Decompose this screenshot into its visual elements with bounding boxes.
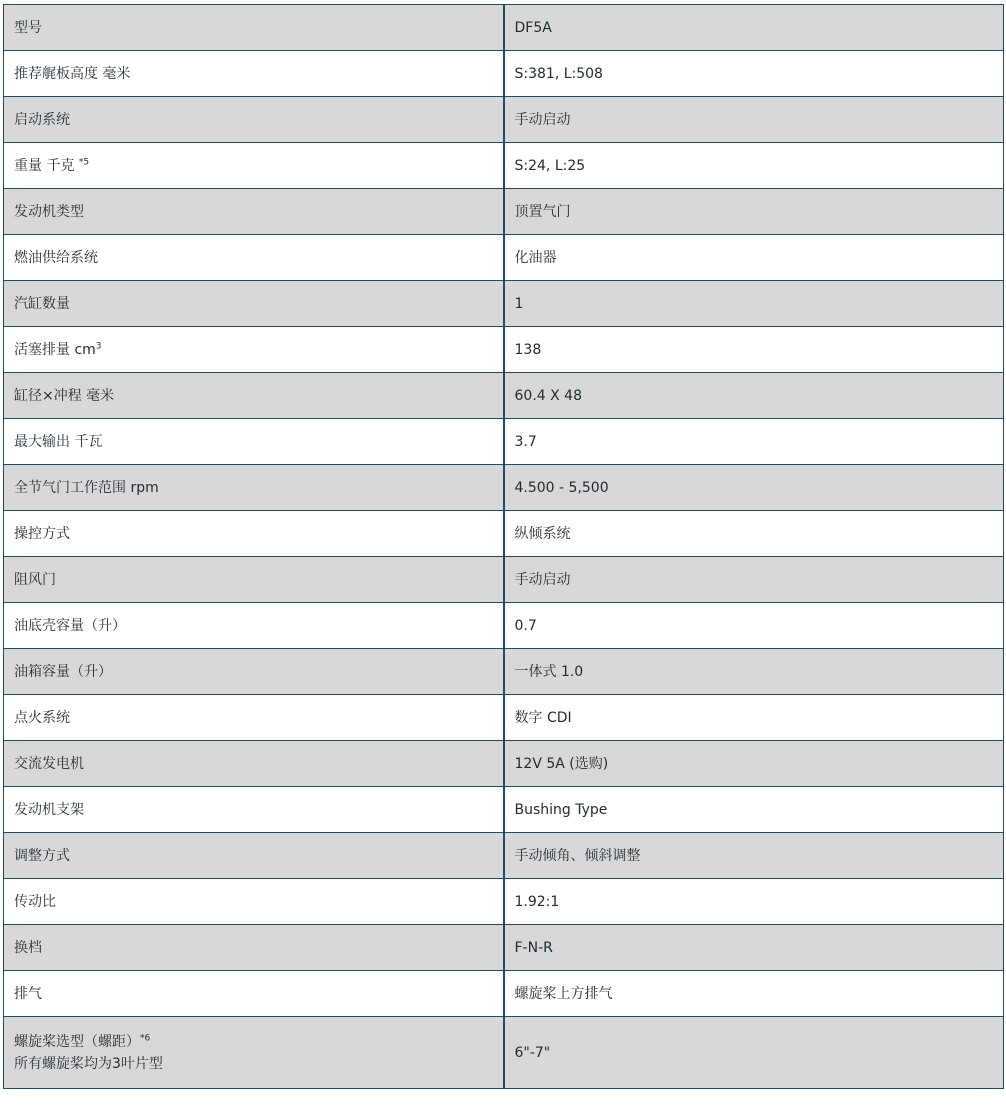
spec-label-line bbox=[14, 480, 159, 496]
spec-value: 60.4 X 48 bbox=[504, 373, 1004, 419]
spec-label-line bbox=[14, 802, 84, 818]
spec-value: S:381, L:508 bbox=[504, 51, 1004, 97]
spec-label: 操控方式 bbox=[14, 525, 70, 542]
spec-label-line bbox=[14, 756, 84, 772]
spec-label-line bbox=[14, 664, 112, 680]
spec-value: 纵倾系统 bbox=[504, 511, 1004, 557]
spec-label: 缸径×冲程 毫米 bbox=[14, 387, 115, 404]
spec-value: F-N-R bbox=[504, 925, 1004, 971]
table-row bbox=[4, 373, 1004, 419]
table-row bbox=[4, 5, 1004, 51]
spec-label: 最大输出 千瓦 bbox=[14, 433, 103, 450]
table-row bbox=[4, 143, 1004, 189]
spec-label-superscript: *6 bbox=[140, 1032, 151, 1043]
spec-label-line bbox=[14, 940, 42, 956]
spec-value: DF5A bbox=[504, 5, 1004, 51]
spec-label-line bbox=[14, 710, 70, 726]
spec-label-cell bbox=[4, 51, 504, 97]
spec-label-line bbox=[14, 388, 114, 404]
spec-label-line bbox=[14, 250, 98, 266]
spec-label-cell bbox=[4, 1017, 504, 1089]
spec-label: 启动系统 bbox=[14, 111, 70, 128]
spec-label-superscript: 3 bbox=[95, 340, 102, 351]
spec-label-cell bbox=[4, 189, 504, 235]
spec-label-line bbox=[14, 342, 102, 358]
spec-label-line bbox=[14, 158, 89, 174]
spec-label: 汽缸数量 bbox=[14, 295, 70, 312]
spec-label-cell bbox=[4, 925, 504, 971]
spec-label-cell bbox=[4, 5, 504, 51]
table-row bbox=[4, 971, 1004, 1017]
table-row bbox=[4, 97, 1004, 143]
spec-label-line bbox=[14, 1031, 493, 1053]
spec-label: 换档 bbox=[14, 939, 42, 956]
spec-label-line bbox=[14, 526, 70, 542]
spec-value: 一体式 1.0 bbox=[504, 649, 1004, 695]
spec-value: Bushing Type bbox=[504, 787, 1004, 833]
spec-label-line bbox=[14, 204, 84, 220]
table-row bbox=[4, 281, 1004, 327]
table-row bbox=[4, 465, 1004, 511]
table-row bbox=[4, 327, 1004, 373]
spec-value: 手动启动 bbox=[504, 97, 1004, 143]
spec-label: 排气 bbox=[14, 985, 42, 1002]
spec-value: 化油器 bbox=[504, 235, 1004, 281]
spec-value: 顶置气门 bbox=[504, 189, 1004, 235]
spec-label-cell bbox=[4, 235, 504, 281]
spec-value: 12V 5A (选购) bbox=[504, 741, 1004, 787]
table-row bbox=[4, 787, 1004, 833]
spec-label: 全节气门工作范围 rpm bbox=[14, 479, 159, 496]
spec-value: 1 bbox=[504, 281, 1004, 327]
spec-label-cell bbox=[4, 327, 504, 373]
spec-label: 油箱容量（升） bbox=[14, 663, 112, 680]
spec-label-line bbox=[14, 112, 70, 128]
table-row bbox=[4, 1017, 1004, 1089]
spec-label-cell bbox=[4, 649, 504, 695]
spec-value: 138 bbox=[504, 327, 1004, 373]
spec-value: 数字 CDI bbox=[504, 695, 1004, 741]
spec-label-cell bbox=[4, 833, 504, 879]
spec-label-line bbox=[14, 20, 42, 36]
spec-label-line bbox=[14, 296, 70, 312]
table-row bbox=[4, 557, 1004, 603]
spec-value: 1.92:1 bbox=[504, 879, 1004, 925]
spec-label-line bbox=[14, 66, 130, 82]
spec-label-cell bbox=[4, 557, 504, 603]
spec-label: 发动机类型 bbox=[14, 203, 84, 220]
spec-label-note: 所有螺旋桨均为3叶片型 bbox=[14, 1055, 163, 1072]
spec-label: 型号 bbox=[14, 19, 42, 36]
spec-label: 螺旋桨选型（螺距） bbox=[14, 1033, 140, 1050]
spec-label: 油底壳容量（升） bbox=[14, 617, 126, 634]
table-row bbox=[4, 925, 1004, 971]
spec-label: 燃油供给系统 bbox=[14, 249, 98, 266]
spec-label-line bbox=[14, 572, 56, 588]
table-row bbox=[4, 419, 1004, 465]
spec-label: 点火系统 bbox=[14, 709, 70, 726]
spec-label: 调整方式 bbox=[14, 847, 70, 864]
spec-label: 交流发电机 bbox=[14, 755, 84, 772]
spec-label: 传动比 bbox=[14, 893, 56, 910]
spec-label: 推荐艉板高度 毫米 bbox=[14, 65, 131, 82]
table-row bbox=[4, 51, 1004, 97]
spec-value: 手动启动 bbox=[504, 557, 1004, 603]
table-row bbox=[4, 511, 1004, 557]
spec-label-cell bbox=[4, 695, 504, 741]
spec-value: 0.7 bbox=[504, 603, 1004, 649]
table-row bbox=[4, 235, 1004, 281]
spec-table-body bbox=[4, 5, 1004, 1089]
spec-label-superscript: *5 bbox=[78, 156, 90, 167]
spec-label-cell bbox=[4, 419, 504, 465]
table-row bbox=[4, 603, 1004, 649]
spec-label-line bbox=[14, 618, 126, 634]
spec-label-line bbox=[14, 848, 70, 864]
spec-label-line bbox=[14, 434, 102, 450]
table-row bbox=[4, 649, 1004, 695]
spec-label-cell bbox=[4, 971, 504, 1017]
spec-label-line bbox=[14, 986, 42, 1002]
spec-label-cell bbox=[4, 143, 504, 189]
table-row bbox=[4, 833, 1004, 879]
spec-label-cell bbox=[4, 97, 504, 143]
spec-label-cell bbox=[4, 603, 504, 649]
table-row bbox=[4, 879, 1004, 925]
spec-value: 6"-7" bbox=[504, 1017, 1004, 1089]
spec-table bbox=[3, 4, 1004, 1089]
table-row bbox=[4, 741, 1004, 787]
spec-label-cell bbox=[4, 879, 504, 925]
spec-value: 3.7 bbox=[504, 419, 1004, 465]
spec-label-cell bbox=[4, 373, 504, 419]
spec-label-cell bbox=[4, 787, 504, 833]
spec-value: S:24, L:25 bbox=[504, 143, 1004, 189]
spec-label-cell bbox=[4, 511, 504, 557]
spec-value: 螺旋桨上方排气 bbox=[504, 971, 1004, 1017]
spec-label: 活塞排量 cm bbox=[14, 341, 96, 358]
spec-label: 阻风门 bbox=[14, 571, 56, 588]
table-row bbox=[4, 189, 1004, 235]
spec-label-line bbox=[14, 894, 56, 910]
spec-label-cell bbox=[4, 465, 504, 511]
spec-value: 手动倾角、倾斜调整 bbox=[504, 833, 1004, 879]
spec-label: 发动机支架 bbox=[14, 801, 84, 818]
table-row bbox=[4, 695, 1004, 741]
spec-label: 重量 千克 bbox=[14, 157, 79, 174]
spec-label-cell bbox=[4, 281, 504, 327]
spec-value: 4.500 - 5,500 bbox=[504, 465, 1004, 511]
spec-label-cell bbox=[4, 741, 504, 787]
